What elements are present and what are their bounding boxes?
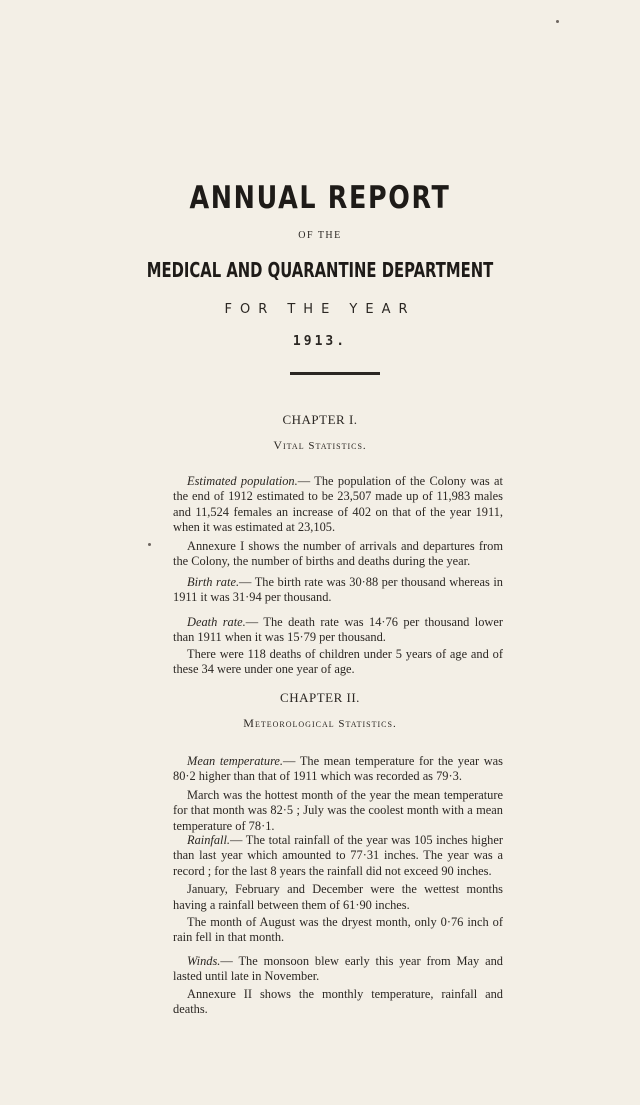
report-year: 1913.: [292, 334, 348, 349]
paper-speck: [148, 543, 151, 546]
chapter-2-subtitle: Meteorological Statistics.: [243, 716, 397, 730]
paragraph-annexure-1: Annexure I shows the number of arrivals and departures from the Colony, the number of births and deaths during the year.: [173, 538, 503, 569]
paragraph-hottest-month: March was the hottest month of the year the mean temperature for that month was 82·5 ; July was the coolest month with a mean temperature of 78·1.: [173, 787, 503, 833]
paragraph-mean-temperature: Mean temperature.— The mean temperature for the year was 80·2 higher than that of 1911 which was recorded as 79·3.: [173, 754, 503, 784]
chapter-1-block-a: [173, 474, 503, 569]
chapter-2-block-a: [173, 754, 503, 834]
chapter-1-subtitle: Vital Statistics.: [273, 438, 367, 452]
paragraph-birth-rate: Birth rate.— The birth rate was 30·88 per thousand whereas in 1911 it was 31·94 per thousand.: [173, 575, 503, 605]
department-name: MEDICAL AND QUARANTINE DEPARTMENT: [146, 258, 494, 282]
of-the-line: OF THE: [298, 230, 342, 241]
paragraph-annexure-2: Annexure II shows the monthly temperature, rainfall and deaths.: [173, 986, 503, 1017]
paragraph-winds: Winds.— The monsoon blew early this year from May and lasted until late in November.: [173, 954, 503, 984]
chapter-2-block-c: [173, 954, 503, 1018]
chapter-1-block-c: [173, 615, 503, 678]
paragraph-child-deaths: There were 118 deaths of children under 5 years of age and of these 34 were under one year of age.: [173, 646, 503, 677]
title-divider: [290, 372, 380, 375]
chapter-1-heading: CHAPTER I.: [282, 412, 358, 427]
chapter-1-block-b: [173, 575, 503, 606]
report-title: ANNUAL REPORT: [189, 180, 451, 216]
paragraph-rainfall: Rainfall.— The total rainfall of the year was 105 inches higher than last year which amounted to 77·31 inches. The year was a record ; for the last 8 years the rainfall did not exceed 90 inches.: [173, 833, 503, 878]
paragraph-estimated-population: Estimated population.— The population of the Colony was at the end of 1912 estimated to be 23,507 made up of 11,983 males and 11,524 females an increase of 402 on that of the year 1911, when it was estimated at 23,105.: [173, 474, 503, 535]
chapter-2-block-b: [173, 833, 503, 946]
chapter-2-heading: CHAPTER II.: [280, 690, 360, 705]
paragraph-wettest-months: January, February and December were the wettest months having a rainfall between them of 61·90 inches.: [173, 882, 503, 912]
paragraph-dryest-month: The month of August was the dryest month, only 0·76 inch of rain fell in that month.: [173, 915, 503, 945]
for-the-year-line: FOR THE YEAR: [224, 302, 416, 317]
paragraph-death-rate: Death rate.— The death rate was 14·76 per thousand lower than 1911 when it was 15·79 per thousand.: [173, 615, 504, 645]
paper-speck: [556, 20, 559, 23]
